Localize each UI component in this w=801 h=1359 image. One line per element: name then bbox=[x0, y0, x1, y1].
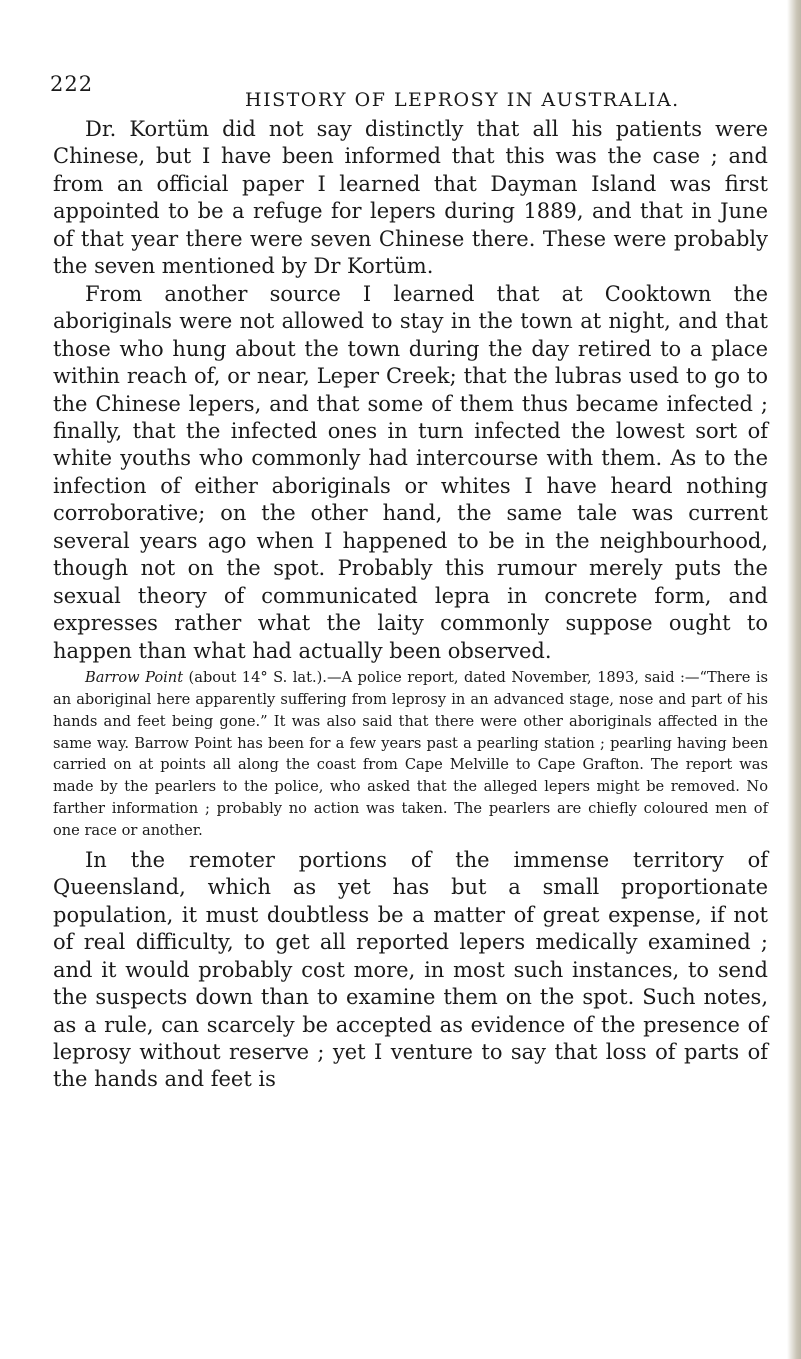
paragraph-cooktown: From another source I learned that at Cooktown the aboriginals were not allowed to stay in the town at night, and that those who hung about the town during the day retired to a place within reach of, or near, Leper Creek; that the lubras used to go to the Chinese lepers, and that some of them thus became infected ; finally, that the infected ones in turn infected the lowest sort of white youths who commonly had intercourse with them. As to the infection of either aboriginals or whites I have heard nothing corroborative; on the other hand, the same tale was current several years ago when I happened to be in the neighbourhood, though not on the spot. Probably this rumour merely puts the sexual theory of communicated lepra in concrete form, and expresses rather what the laity commonly suppose ought to happen than what had actually been observed. bbox=[53, 281, 768, 663]
body-text bbox=[53, 116, 768, 1094]
paragraph-queensland: In the remoter portions of the immense territory of Queensland, which as yet has but a small proportionate population, it must doubtless be a matter of great expense, if not of real difficulty, to get all reported lepers medically examined ; and it would probably cost more, in most such instances, to send the suspects down than to examine them on the spot. Such notes, as a rule, can scarcely be accepted as evidence of the presence of leprosy without reserve ; yet I venture to say that loss of parts of the hands and feet is bbox=[53, 847, 768, 1092]
page-header bbox=[50, 72, 770, 112]
page-edge-shadow bbox=[787, 0, 801, 1359]
paragraph-dayman-island: Dr. Kortüm did not say distinctly that all his patients were Chinese, but I have been informed that this was the case ; and from an official paper I learned that Dayman Island was first appointed to be a refuge for lepers during 1889, and that in June of that year there were seven Chinese there. These were probably the seven mentioned by Dr Kortüm. bbox=[53, 117, 768, 279]
note-place-name: Barrow Point bbox=[85, 669, 184, 687]
note-text: (about 14° S. lat.).—A police report, dated November, 1893, said :—“There is an aboriginal here apparently suffering from leprosy in an advanced stage, nose and part of his hands and feet being gone.” It was also said that there were other aboriginals affected in the same way. Barrow Point has been for a few years past a pearling station ; pearling having been carried on at points all along the coast from Cape Melville to Cape Grafton. The report was made by the pearlers to the police, who asked that the alleged lepers might be removed. No farther information ; probably no action was taken. The pearlers are chiefly coloured men of one race or another. bbox=[53, 669, 768, 839]
running-head: HISTORY OF LEPROSY IN AUSTRALIA. bbox=[245, 89, 680, 111]
note-barrow-point bbox=[53, 667, 768, 842]
page-number: 222 bbox=[50, 72, 94, 96]
